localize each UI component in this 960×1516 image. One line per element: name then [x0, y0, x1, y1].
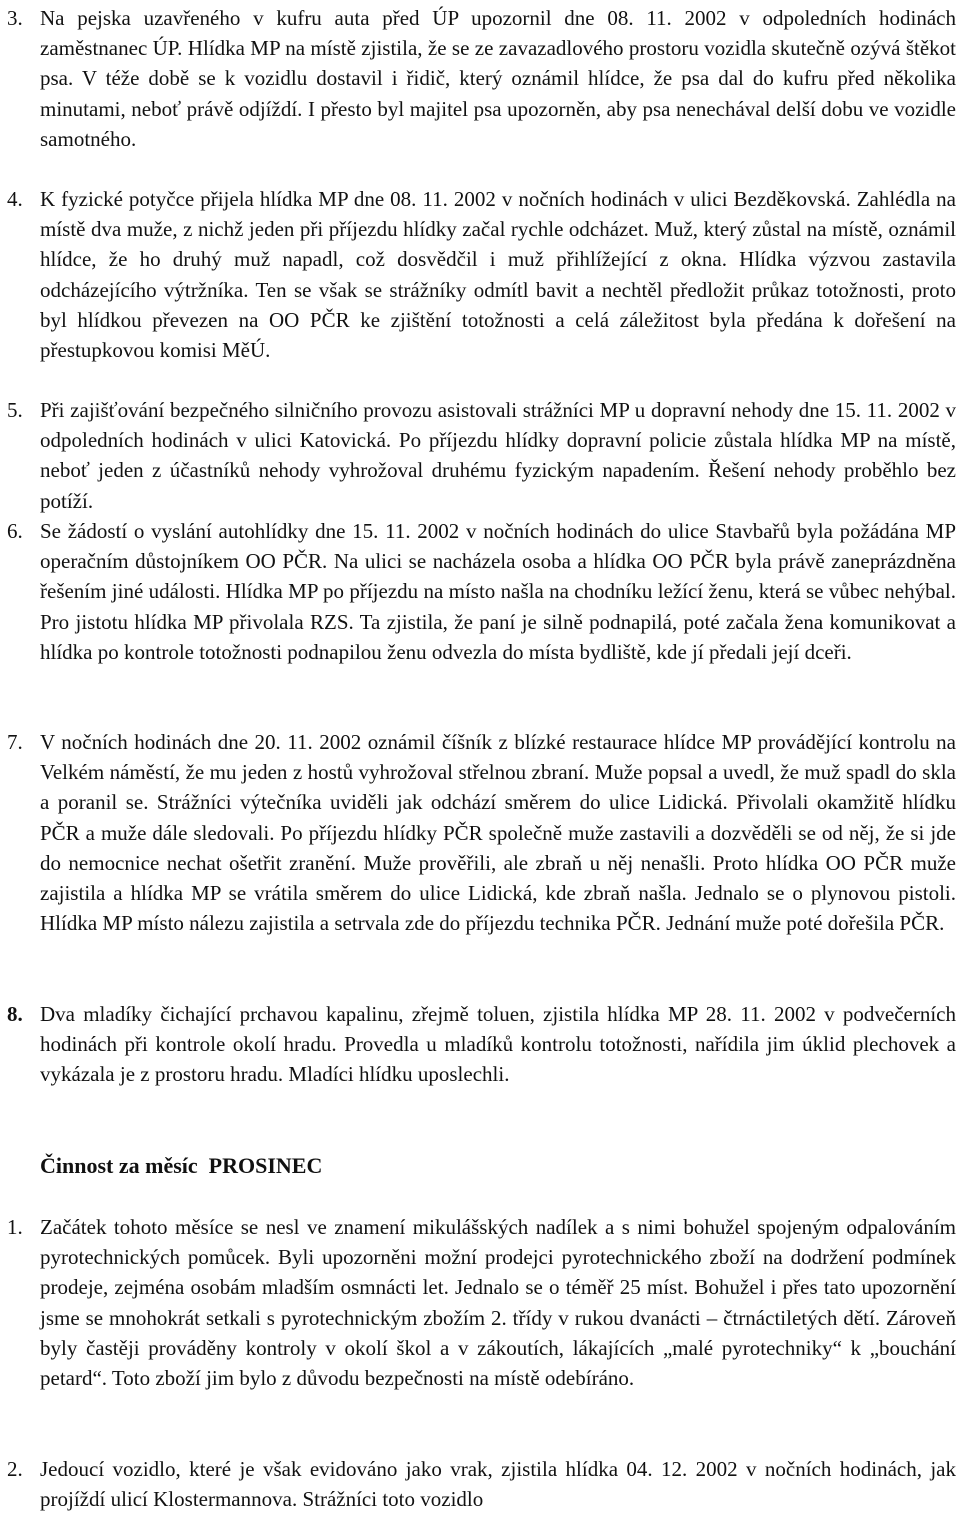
list-number: 1. — [7, 1215, 23, 1239]
list-number: 3. — [7, 6, 23, 30]
list-item-text: V nočních hodinách dne 20. 11. 2002 oznámil číšník z blízké restaurace hlídce MP provádějící kontrolu na Velkém náměstí, že mu jeden z hostů vyhrožoval střelnou zbraní. Muže popsal a uvedl, že muž spadl do skla a poranil se. Strážníci výtečníka uviděli jak odchází směrem do ulice Lidická. Přivolali okamžitě hlídku PČR a muže dále sledovali. Po příjezdu hlídky PČR společně muže zastavili a dozvěděli se od něj, že si jde do nemocnice nechat ošetřit zranění. Muže prověřili, ale zbraň u něj nenašli. Proto hlídka OO PČR muže zajistila a hlídka MP se vrátila směrem do ulice Lidická, kde zbraň našla. Jednalo se o plynovou pistoli. Hlídka MP místo nálezu zajistila a setrvala zde do příjezdu technika PČR. Jednání muže poté dořešila PČR. — [40, 730, 956, 936]
list-item-text: Na pejska uzavřeného v kufru auta před ÚP upozornil dne 08. 11. 2002 v odpoledních hodinách zaměstnanec ÚP. Hlídka MP na místě zjistila, že se ze zavazadlového prostoru vozidla skutečně ozývá štěkot psa. V téže době se k vozidlu dostavil i řidič, který oznámil hlídce, že psa dal do kufru před několika minutami, neboť právě odjíždí. I přesto byl majitel psa upozorněn, aby psa nenechával delší dobu ve vozidle samotného. — [40, 6, 956, 151]
list-item-text: Začátek tohoto měsíce se nesl ve znamení mikulášských nadílek a s nimi bohužel spojeným odpalováním pyrotechnických pomůcek. Byli upozorněni možní prodejci pyrotechnického zboží na dodržení podmínek prodeje, zejména osobám mladším osmnácti let. Jednalo se o téměř 25 míst. Bohužel i přes tato upozornění jsme se mnohokrát setkali s pyrotechnickým zbožím 2. třídy v rukou dvanácti – čtrnáctiletých dětí. Zároveň byly častěji prováděny kontroly v okolí škol a v zákoutích, lákajících „malé pyrotechniky“ k „bouchání petard“. Toto zboží jim bylo z důvodu bezpečnosti na místě odebíráno. — [40, 1215, 956, 1391]
list-number: 5. — [7, 398, 23, 422]
list-number: 8. — [7, 1002, 23, 1026]
section-heading: Činnost za měsíc PROSINEC — [40, 1153, 323, 1178]
list-item-text: Jedoucí vozidlo, které je však evidováno jako vrak, zjistila hlídka 04. 12. 2002 v nočních hodinách, jak projíždí ulicí Klostermannova. Strážníci toto vozidlo — [40, 1457, 956, 1512]
list-item-text: Se žádostí o vyslání autohlídky dne 15. 11. 2002 v nočních hodinách do ulice Stavbařů byla požádána MP operačním důstojníkem OO PČR. Na ulici se nacházela osoba a hlídka OO PČR byla právě zaneprázdněna řešením jiné události. Hlídka MP po příjezdu na místo našla na chodníku ležící ženu, která se vůbec nehýbal. Pro jistotu hlídka MP přivolala RZS. Ta zjistila, že paní je silně podnapilá, poté začala žena komunikovat a hlídka po kontrole totožnosti podnapilou ženu odvezla do místa bydliště, kde jí předali její dceři. — [40, 519, 956, 664]
list-number: 6. — [7, 519, 23, 543]
list-number: 2. — [7, 1457, 23, 1481]
list-item-text: Dva mladíky čichající prchavou kapalinu, zřejmě toluen, zjistila hlídka MP 28. 11. 2002 v podvečerních hodinách při kontrole okolí hradu. Provedla u mladíků kontrolu totožnosti, nařídila jim úklid plechovek a vykázala je z prostoru hradu. Mladíci hlídku uposlechli. — [40, 1002, 956, 1087]
list-item-text: Při zajišťování bezpečného silničního provozu asistovali strážníci MP u dopravní nehody dne 15. 11. 2002 v odpoledních hodinách v ulici Katovická. Po příjezdu hlídky dopravní policie zůstala hlídka MP na místě, neboť jeden z účastníků nehody vyhrožoval druhému fyzickým napadením. Řešení nehody proběhlo bez potíží. — [40, 398, 956, 513]
list-number: 7. — [7, 730, 23, 754]
list-item-text: K fyzické potyčce přijela hlídka MP dne 08. 11. 2002 v nočních hodinách v ulici Bezděkovská. Zahlédla na místě dva muže, z nichž jeden při příjezdu hlídky začal rychle odcházet. Muž, který zůstal na místě, oznámil hlídce, že ho druhý muž napadl, což dosvědčil i muž přihlížející z okna. Hlídka výzvou zastavila odcházejícího výtržníka. Ten se však se strážníky odmítl bavit a nechtěl předložit průkaz totožnosti, proto byl hlídkou převezen na OO PČR ke zjištění totožnosti a celá záležitost byla předána k dořešení na přestupkovou komisi MěÚ. — [40, 187, 956, 363]
list-number: 4. — [7, 187, 23, 211]
